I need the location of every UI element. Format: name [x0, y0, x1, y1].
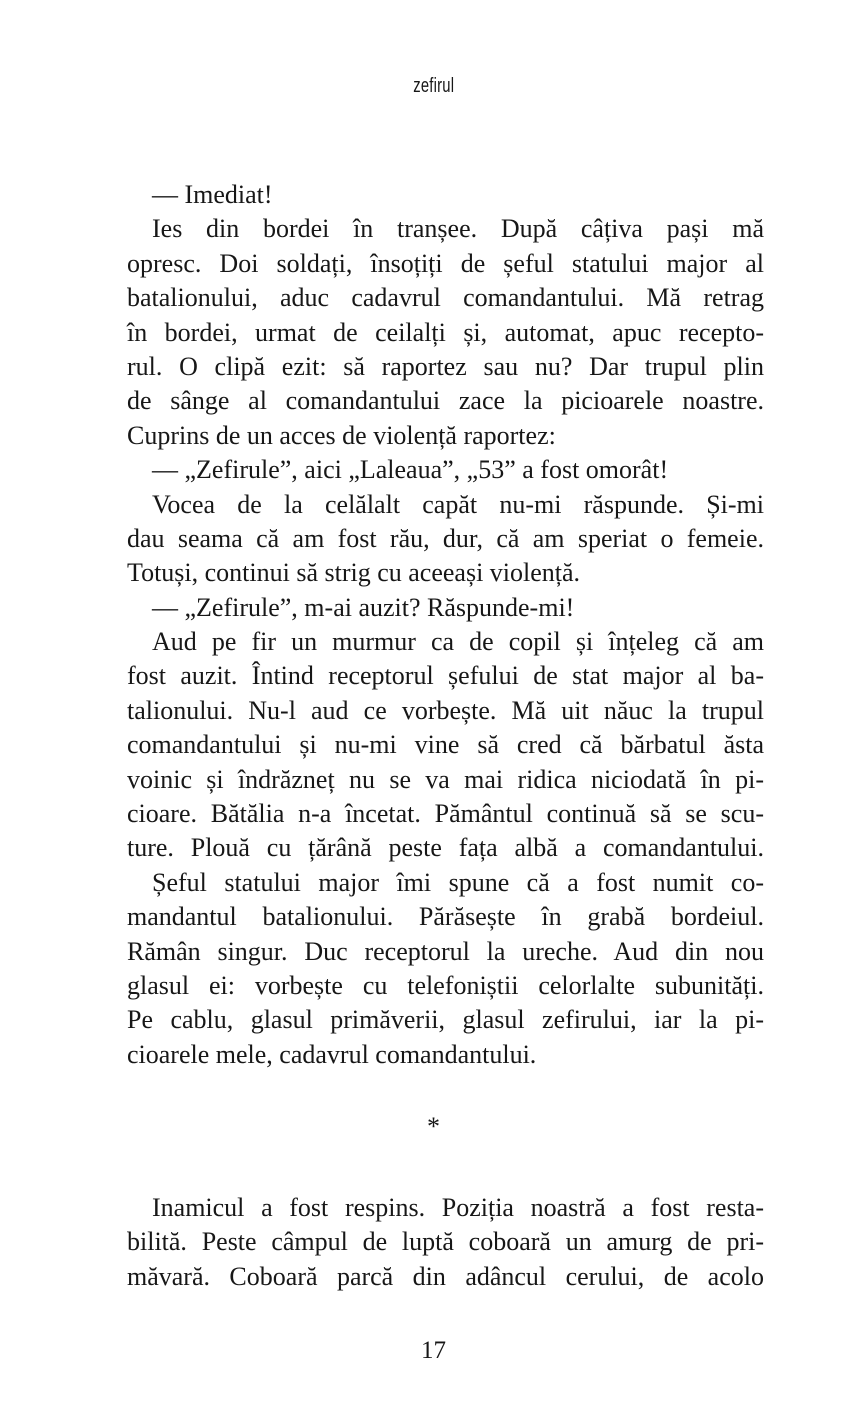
- text-line: mandantul batalionului. Părăsește în grabă bordeiul.: [127, 902, 764, 932]
- text-line: Cuprins de un acces de violență raportez:: [127, 420, 556, 450]
- text-line: bilită. Peste câmpul de luptă coboară un amurg de pri-: [127, 1227, 764, 1257]
- text-line: Aud pe fir un murmur ca de copil și înțeleg că am: [152, 627, 764, 657]
- text-line: comandantului și nu-mi vine să cred că bărbatul ăsta: [127, 730, 764, 760]
- text-line: — Imediat!: [152, 180, 273, 209]
- text-line: opresc. Doi soldați, însoțiți de șeful statului major al: [127, 248, 764, 278]
- running-header: [0, 74, 867, 98]
- text-line: Inamicul a fost respins. Poziția noastră a fost resta-: [152, 1193, 764, 1222]
- text-line: de sânge al comandantului zace la picioarele noastre.: [127, 386, 764, 416]
- text-line: rul. O clipă ezit: să raportez sau nu? Dar trupul plin: [127, 351, 764, 381]
- text-line: măvară. Coboară parcă din adâncul cerului, de acolo: [127, 1261, 764, 1291]
- text-line: talionului. Nu-l aud ce vorbește. Mă uit năuc la trupul: [127, 695, 764, 725]
- text-line: batalionului, aduc cadavrul comandantului. Mă retrag: [127, 283, 764, 313]
- text-line: cioare. Bătălia n-a încetat. Pământul continuă să se scu-: [127, 799, 764, 829]
- text-line: — „Zefirule”, m-ai auzit? Răspunde-mi!: [152, 592, 575, 622]
- section-separator: *: [427, 1112, 440, 1141]
- text-line: cioarele mele, cadavrul comandantului.: [127, 1039, 537, 1069]
- text-line: — „Zefirule”, aici „Laleaua”, „53” a fost omorât!: [152, 455, 669, 485]
- text-block-after-separator: [127, 1191, 764, 1294]
- text-line: Vocea de la celălalt capăt nu-mi răspunde. Și-mi: [152, 489, 764, 519]
- text-line: voinic și îndrăzneț nu se va mai ridica niciodată în pi-: [127, 764, 764, 794]
- running-header-title: zefirul: [412, 75, 455, 97]
- text-line: Șeful statului major îmi spune că a fost numit co-: [152, 867, 764, 897]
- text-block-main: [127, 178, 764, 1072]
- text-line: ture. Plouă cu țărână peste fața albă a comandantului.: [127, 833, 764, 863]
- text-line: Rămân singur. Duc receptorul la ureche. Aud din nou: [127, 936, 764, 966]
- text-line: în bordei, urmat de ceilalți și, automat, apuc recepto-: [127, 317, 764, 347]
- text-line: Ies din bordei în tranșee. După câțiva pași mă: [152, 214, 764, 244]
- text-line: dau seama că am fost rău, dur, că am speriat o femeie.: [127, 523, 764, 553]
- page-number: 17: [421, 1337, 446, 1364]
- text-line: Totuși, continui să strig cu aceeași violență.: [127, 558, 581, 588]
- text-line: glasul ei: vorbește cu telefoniștii celorlalte subunități.: [127, 970, 764, 1000]
- text-line: fost auzit. Întind receptorul șefului de stat major al ba-: [127, 661, 764, 691]
- text-line: Pe cablu, glasul primăverii, glasul zefirului, iar la pi-: [127, 1005, 764, 1035]
